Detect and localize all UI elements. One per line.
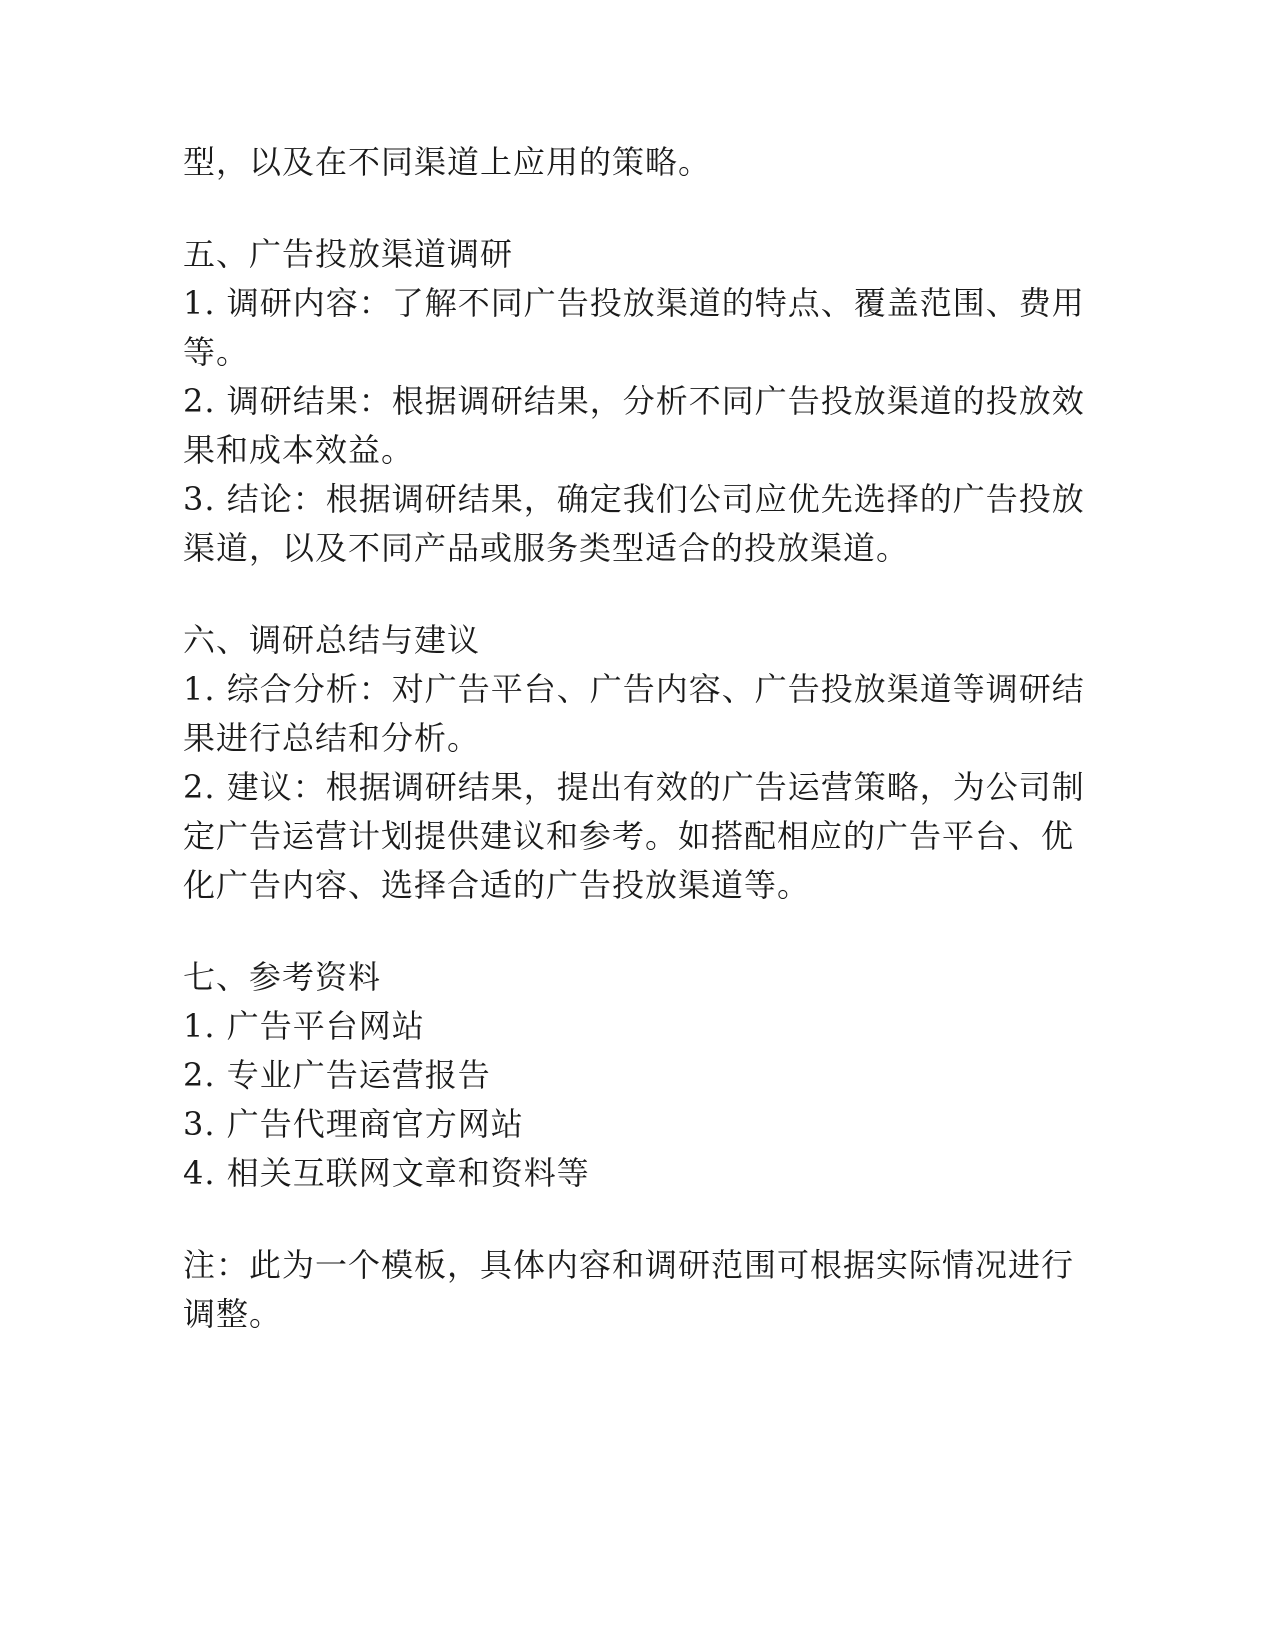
note-paragraph	[183, 1241, 1083, 1339]
section-5-item-2-line-1: 2. 调研结果：根据调研结果，分析不同广告投放渠道的投放效	[183, 382, 1085, 420]
section-6-item-2-line-2: 定广告运营计划提供建议和参考。如搭配相应的广告平台、优	[183, 817, 1075, 855]
reference-item-1: 1. 广告平台网站	[183, 1007, 425, 1045]
document-page	[183, 138, 1083, 1339]
section-5-item-1	[183, 279, 1083, 377]
section-6-heading: 六、调研总结与建议	[183, 621, 481, 659]
section-6-item-2-line-1: 2. 建议：根据调研结果，提出有效的广告运营策略，为公司制	[183, 768, 1085, 806]
section-6-item-1-line-1: 1. 综合分析：对广告平台、广告内容、广告投放渠道等调研结	[183, 670, 1085, 708]
reference-item-4: 4. 相关互联网文章和资料等	[183, 1154, 590, 1192]
section-6-item-2	[183, 763, 1083, 910]
section-5-item-1-line-2: 等。	[183, 333, 250, 371]
note-line-2: 调整。	[183, 1295, 283, 1333]
section-5-heading: 五、广告投放渠道调研	[183, 235, 514, 273]
section-5-item-1-line-1: 1. 调研内容：了解不同广告投放渠道的特点、覆盖范围、费用	[183, 284, 1085, 322]
reference-item-3: 3. 广告代理商官方网站	[183, 1105, 524, 1143]
section-6-item-1	[183, 665, 1083, 763]
section-5-item-3-line-2: 渠道，以及不同产品或服务类型适合的投放渠道。	[183, 529, 910, 567]
reference-item-2: 2. 专业广告运营报告	[183, 1056, 491, 1094]
section-5-item-2	[183, 377, 1083, 475]
section-5	[183, 230, 1083, 573]
paragraph-gap	[183, 910, 1083, 953]
section-7	[183, 953, 1083, 1198]
section-5-item-3-line-1: 3. 结论：根据调研结果，确定我们公司应优先选择的广告投放	[183, 480, 1085, 518]
section-6-item-1-line-2: 果进行总结和分析。	[183, 719, 481, 757]
paragraph-gap	[183, 1198, 1083, 1241]
paragraph-gap	[183, 187, 1083, 230]
intro-tail-text: 型，以及在不同渠道上应用的策略。	[183, 143, 712, 181]
section-6-item-2-line-3: 化广告内容、选择合适的广告投放渠道等。	[183, 866, 811, 904]
section-6	[183, 616, 1083, 910]
note-line-1: 注：此为一个模板，具体内容和调研范围可根据实际情况进行	[183, 1246, 1075, 1284]
paragraph-gap	[183, 573, 1083, 616]
section-5-item-3	[183, 475, 1083, 573]
section-7-heading: 七、参考资料	[183, 958, 382, 996]
section-5-item-2-line-2: 果和成本效益。	[183, 431, 415, 469]
